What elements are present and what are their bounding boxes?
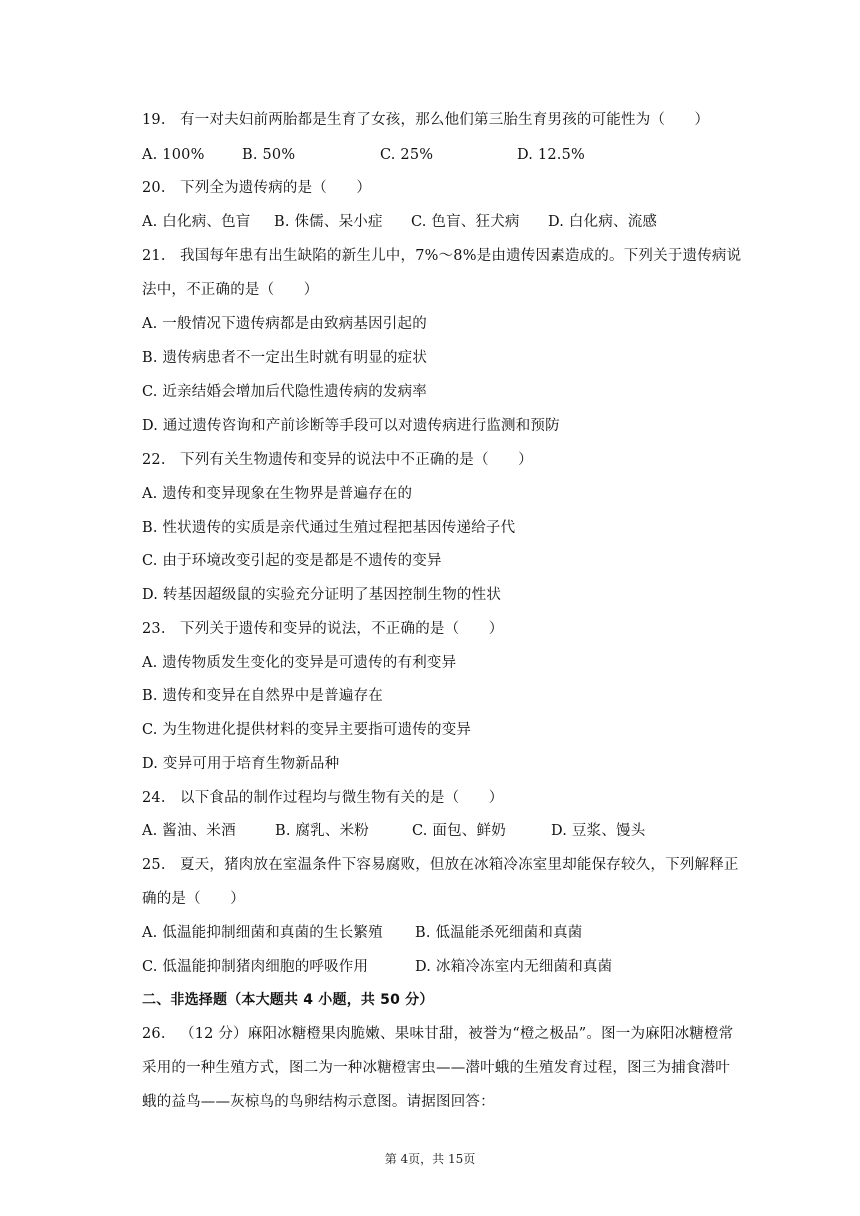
- question-25-options-cd: [142, 957, 612, 977]
- option-a: A. 100%: [142, 147, 205, 163]
- question-text: 有一对夫妇前两胎都是生育了女孩，那么他们第三胎生育男孩的可能性为（ ）: [180, 112, 710, 128]
- question-20-stem: [142, 178, 371, 198]
- question-number: 21.: [142, 248, 166, 264]
- question-24-options: [142, 821, 645, 841]
- question-19-options: [142, 145, 585, 165]
- question-22-option-a: A. 遗传和变异现象在生物界是普遍存在的: [142, 486, 413, 502]
- question-25-stem-continued: 确的是（ ）: [142, 891, 245, 907]
- question-number: 22.: [142, 452, 166, 468]
- question-25-options-ab: [142, 923, 582, 943]
- question-21-option-b: B. 遗传病患者不一定出生时就有明显的症状: [142, 350, 428, 366]
- question-text: 夏天，猪肉放在室温条件下容易腐败，但放在冰箱冷冻室里却能保存较久，下列解释正: [180, 857, 739, 873]
- question-number: 25.: [142, 857, 166, 873]
- section-heading: 二、非选择题（本大题共 4 小题，共 50 分）: [142, 992, 434, 1008]
- option-b: B. 低温能杀死细菌和真菌: [415, 925, 583, 941]
- question-19-stem: [142, 110, 709, 130]
- option-d: D. 豆浆、馒头: [551, 823, 646, 839]
- option-c: C. 色盲、狂犬病: [411, 214, 520, 230]
- page-footer: 第 4页，共 15页: [384, 1152, 476, 1166]
- question-23-option-b: B. 遗传和变异在自然界中是普遍存在: [142, 688, 383, 704]
- question-text: 下列全为遗传病的是（ ）: [180, 180, 372, 196]
- option-c: C. 低温能抑制猪肉细胞的呼吸作用: [142, 959, 369, 975]
- question-21-option-c: C. 近亲结婚会增加后代隐性遗传病的发病率: [142, 384, 427, 400]
- question-23-stem: [142, 619, 503, 639]
- question-26-stem-line3: 蛾的益鸟——灰椋鸟的鸟卵结构示意图。请据图回答：: [142, 1094, 495, 1110]
- option-d: D. 冰箱冷冻室内无细菌和真菌: [415, 959, 613, 975]
- question-text: 我国每年患有出生缺陷的新生儿中，7%～8%是由遗传因素造成的。下列关于遗传病说: [180, 248, 742, 264]
- option-d: D. 12.5%: [517, 147, 585, 163]
- option-a: A. 白化病、色盲: [142, 214, 251, 230]
- question-22-option-b: B. 性状遗传的实质是亲代通过生殖过程把基因传递给子代: [142, 520, 516, 536]
- question-number: 20.: [142, 180, 166, 196]
- question-23-option-a: A. 遗传物质发生变化的变异是可遗传的有利变异: [142, 655, 457, 671]
- question-21-stem-continued: 法中，不正确的是（ ）: [142, 282, 319, 298]
- question-number: 19.: [142, 112, 166, 128]
- question-23-option-d: D. 变异可用于培育生物新品种: [142, 756, 340, 772]
- option-a: A. 低温能抑制细菌和真菌的生长繁殖: [142, 925, 383, 941]
- question-text: 下列有关生物遗传和变异的说法中不正确的是（ ）: [180, 452, 533, 468]
- question-26-stem: [142, 1024, 733, 1044]
- question-22-stem: [142, 450, 533, 470]
- option-b: B. 侏儒、呆小症: [274, 214, 383, 230]
- question-21-stem: [142, 246, 741, 266]
- question-21-option-d: D. 通过遗传咨询和产前诊断等手段可以对遗传病进行监测和预防: [142, 418, 560, 434]
- question-text: 以下食品的制作过程均与微生物有关的是（ ）: [180, 790, 504, 806]
- question-number: 23.: [142, 621, 166, 637]
- question-21-option-a: A. 一般情况下遗传病都是由致病基因引起的: [142, 316, 427, 332]
- question-20-options: [142, 212, 657, 232]
- question-text: （12 分）麻阳冰糖橙果肉脆嫩、果味甘甜，被誉为“橙之极品”。图一为麻阳冰糖橙常: [180, 1026, 734, 1042]
- question-text: 下列关于遗传和变异的说法，不正确的是（ ）: [180, 621, 504, 637]
- option-b: B. 50%: [242, 147, 296, 163]
- option-c: C. 25%: [380, 147, 434, 163]
- option-d: D. 白化病、流感: [548, 214, 658, 230]
- question-number: 26.: [142, 1026, 166, 1042]
- option-b: B. 腐乳、米粉: [275, 823, 369, 839]
- option-a: A. 酱油、米酒: [142, 823, 236, 839]
- question-26-stem-line2: 采用的一种生殖方式，图二为一种冰糖橙害虫——潜叶蛾的生殖发育过程，图三为捕食潜叶: [142, 1060, 730, 1076]
- question-24-stem: [142, 788, 503, 808]
- question-number: 24.: [142, 790, 166, 806]
- question-22-option-d: D. 转基因超级鼠的实验充分证明了基因控制生物的性状: [142, 587, 502, 603]
- question-23-option-c: C. 为生物进化提供材料的变异主要指可遗传的变异: [142, 722, 472, 738]
- option-c: C. 面包、鲜奶: [412, 823, 506, 839]
- question-25-stem: [142, 855, 739, 875]
- question-22-option-c: C. 由于环境改变引起的变是都是不遗传的变异: [142, 553, 442, 569]
